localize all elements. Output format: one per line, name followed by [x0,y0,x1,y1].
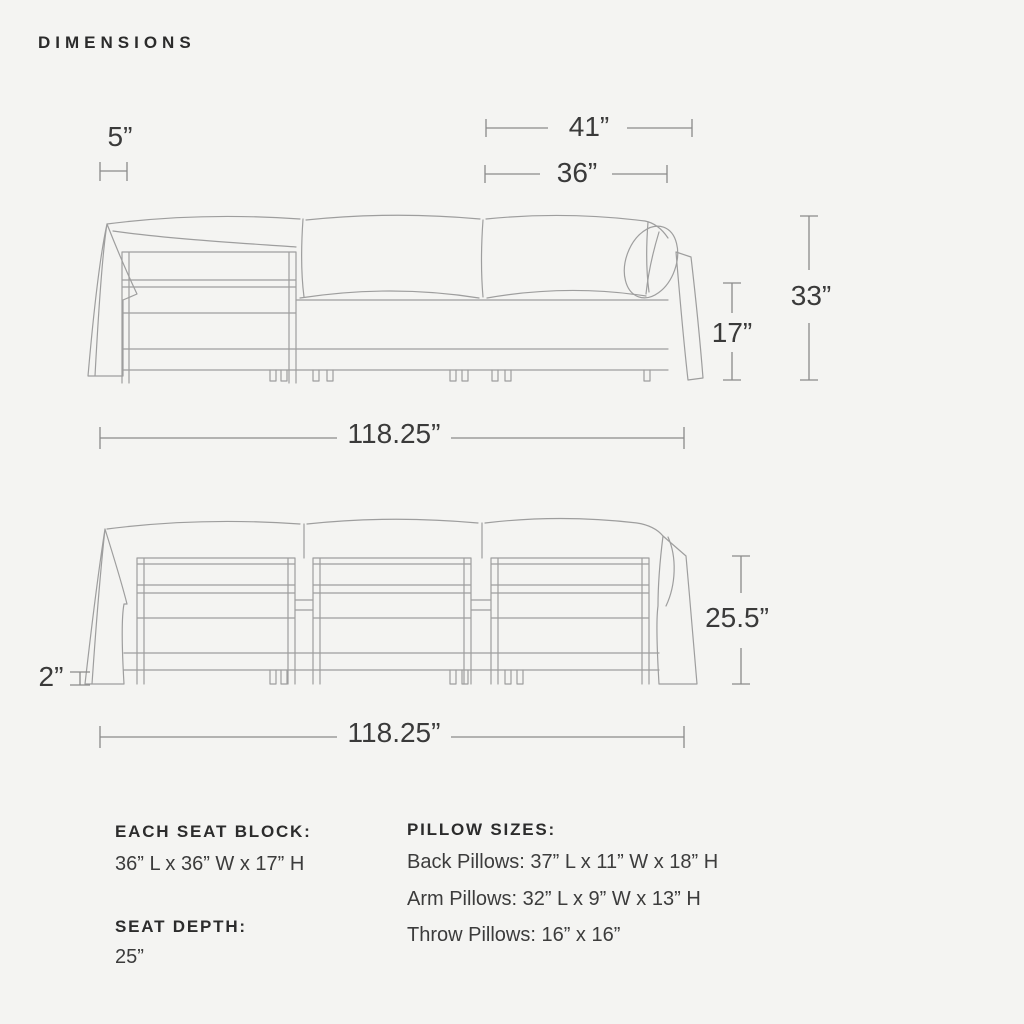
dim-label-arm-width: 5” [107,121,133,152]
sofa-front-view-drawing [88,215,703,383]
dim-line-arm-width [100,162,127,181]
dim-label-length-back: 118.25” [347,717,441,748]
back-pillows-line: Back Pillows: 37” L x 11” W x 18” H [407,851,719,873]
back-frame-module-3 [491,558,649,684]
sofa-back-view-drawing [85,519,697,685]
dim-label-17: 17” [711,317,753,348]
front-base [122,349,668,370]
dim-label-33: 33” [790,280,832,311]
page-title: DIMENSIONS [38,33,196,52]
front-legs [270,370,650,381]
front-right-arm [676,252,703,380]
back-frame-module-1 [137,558,295,684]
back-bolster-edge [666,537,674,606]
throw-pillows-line: Throw Pillows: 16” x 16” [407,924,621,946]
front-left-arm [88,224,137,376]
pillows-heading: PILLOW SIZES: [407,820,557,839]
back-left-arm [85,529,127,684]
dim-line-2 [70,672,90,685]
back-frame-module-2 [313,558,471,684]
front-corner-frame [122,252,296,383]
back-right-arm [657,536,697,684]
dim-label-length-front: 118.25” [347,418,441,449]
dim-label-36: 36” [556,157,598,188]
dim-label-2: 2” [38,661,64,692]
seat-block-value: 36” L x 36” W x 17” H [115,853,305,875]
dim-label-25-5: 25.5” [705,602,769,633]
dim-label-41: 41” [568,111,610,142]
seat-depth-heading: SEAT DEPTH: [115,917,247,936]
front-back-cushions [107,215,668,238]
seat-depth-value: 25” [115,946,144,968]
back-legs [270,670,523,684]
back-cushion-silhouette [107,519,663,537]
seat-block-heading: EACH SEAT BLOCK: [115,822,312,841]
back-base [124,653,659,670]
arm-pillows-line: Arm Pillows: 32” L x 9” W x 13” H [407,888,701,910]
dimension-lines [70,119,818,748]
